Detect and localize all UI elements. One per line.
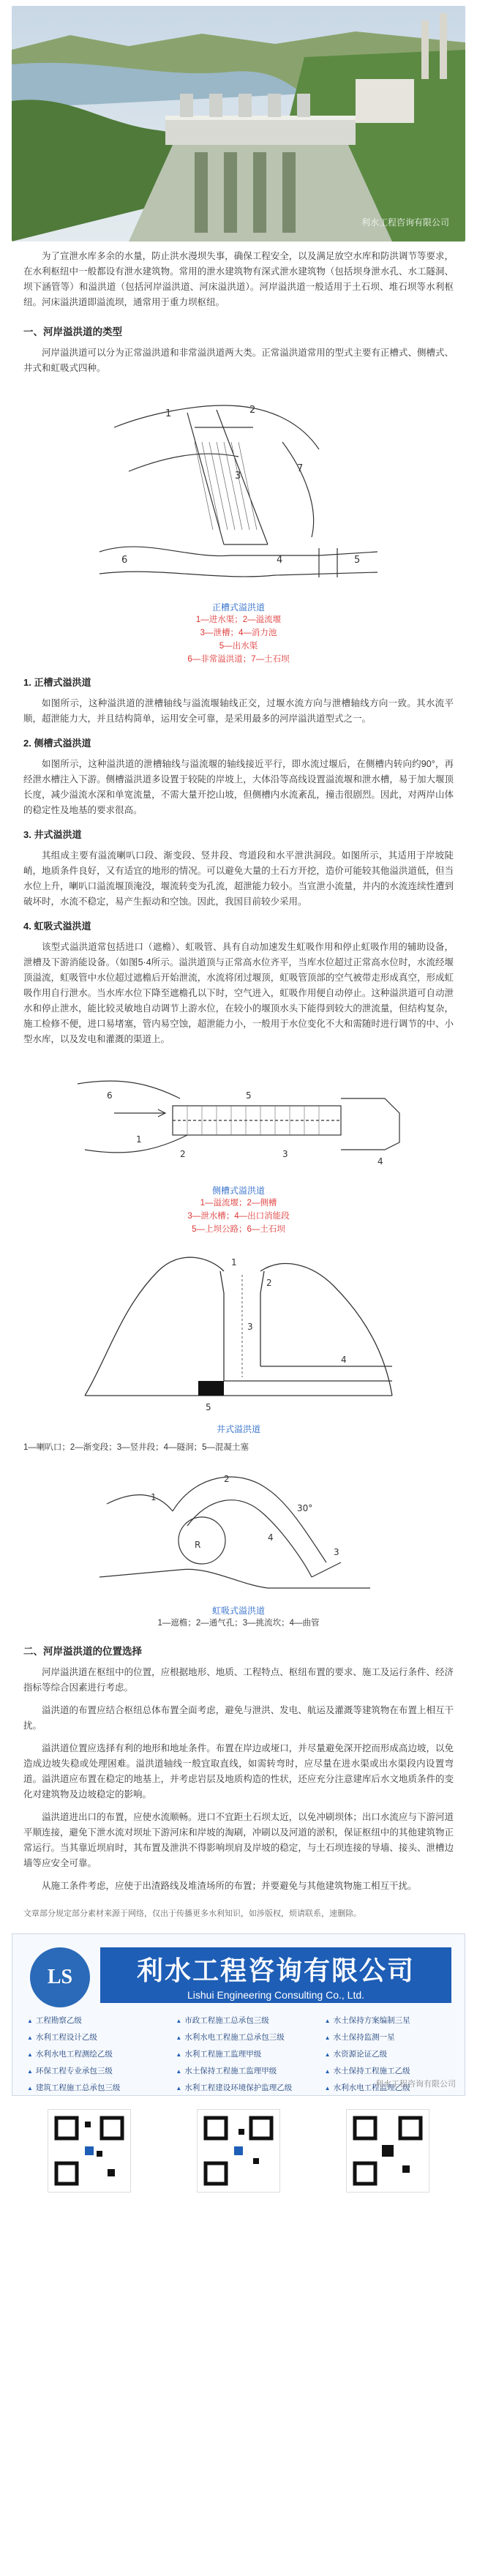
- jingshi-diagram: [78, 1242, 399, 1418]
- zhengcao-diagram: [85, 383, 392, 596]
- cc-label-4: 4: [378, 1156, 383, 1167]
- company-logo: LS: [30, 1947, 90, 2007]
- qualification-item: ▲ 工程勘察乙级: [27, 2015, 168, 2026]
- qr-icon: [202, 2114, 275, 2187]
- qualification-item: ▲ 水土保持工程施工乙级: [325, 2065, 466, 2076]
- type-1-title: 1. 正槽式溢洪道: [23, 677, 91, 688]
- cc-label-3: 3: [282, 1149, 288, 1159]
- type-3-title: 3. 井式溢洪道: [23, 829, 82, 840]
- hx-label-angle: 30°: [297, 1503, 313, 1513]
- figure-zhengcao: [23, 383, 454, 666]
- qualification-item: ▲ 水利工程施工监理甲级: [176, 2048, 317, 2059]
- section-2-paragraph: 溢洪道进出口的布置，应使水流顺畅。进口不宜距土石坝太近，以免冲刷坝体；出口水流应与下游河道平顺连接，避免下泄水流对坝址下游河床和岸坡的淘刷，冲刷以及河道的淤积，保证枢纽中的其他建筑物正常运行。当其靠近坝肩时，其布置及泄洪不得影响坝肩及岸坡的稳定，与土石坝连接的导墙、接头、泄槽边墙等应安全可靠。: [23, 1812, 454, 1868]
- qualification-item: ▲ 水土保持工程施工监理甲级: [176, 2065, 317, 2076]
- company-banner: [12, 1933, 465, 2096]
- section-1-text: 河岸溢洪道可以分为正常溢洪道和非常溢洪道两大类。正常溢洪道常用的型式主要有正槽式、侧槽式、井式和虹吸式四种。: [23, 348, 454, 373]
- type-2-text: 如图所示，这种溢洪道的泄槽轴线与溢流堰的轴线接近平行，即水流过堰后，在侧槽内转向约90°，再经泄水槽注入下游。侧槽溢洪道多设置于较陡的岸坡上，大体沿等高线设置溢流堰和泄水槽，易于加大堰顶长度，减少溢流水深和单宽流量，不需大量开挖山坡，但侧槽内水流紊乱，撞击很剧烈。因此，对两岸山体的稳定性及地基的要求很高。: [23, 759, 454, 815]
- section-2-title: 二、河岸溢洪道的位置选择: [23, 1646, 142, 1657]
- zc-label-7: 7: [297, 463, 304, 474]
- dam-photo: [12, 6, 465, 242]
- cc-label-5: 5: [246, 1090, 252, 1101]
- cc-label-6: 6: [107, 1090, 113, 1101]
- fig2-title: 侧槽式溢洪道: [211, 1186, 265, 1196]
- fig2-caption-line: 5—上坝公路；6—土石坝: [192, 1225, 285, 1234]
- company-name-cn: 利水工程咨询有限公司: [136, 1955, 415, 1985]
- fig1-title: 正槽式溢洪道: [211, 602, 265, 613]
- fig1-caption-line: 6—非常溢洪道；7—土石坝: [187, 655, 290, 664]
- hongxi-diagram: [92, 1460, 385, 1599]
- qualification-item: ▲ 水资源论证乙级: [325, 2048, 466, 2059]
- qualification-item: ▲ 建筑工程施工总承包三级: [27, 2082, 168, 2093]
- figure-jingshi: [23, 1242, 454, 1435]
- fig2-caption-line: 1—溢流堰；2—侧槽: [200, 1199, 277, 1208]
- qr-code-row: [0, 2109, 477, 2193]
- qr-icon: [351, 2114, 424, 2187]
- qualification-item: ▲ 水利工程设计乙级: [27, 2032, 168, 2043]
- fig2-caption-line: 3—泄水槽；4—出口消能段: [187, 1212, 290, 1221]
- hx-label-1: 1: [151, 1492, 157, 1502]
- hx-label-2: 2: [224, 1474, 230, 1484]
- qr-icon: [53, 2114, 126, 2187]
- type-1-text: 如图所示，这种溢洪道的泄槽轴线与溢流堰轴线正交，过堰水流方向与泄槽轴线方向一致。其水流平顺，超泄能力大，并且结构简单，运用安全可靠，是采用最多的河岸溢洪道型式之一。: [23, 698, 454, 724]
- cc-label-1: 1: [136, 1134, 142, 1145]
- qualification-item: ▲ 水土保持监测一星: [325, 2032, 466, 2043]
- zc-label-2: 2: [249, 405, 256, 416]
- qualification-item: ▲ 水利水电工程测绘乙级: [27, 2048, 168, 2059]
- fig1-caption-line: 3—泄槽；4—消力池: [200, 629, 277, 637]
- type-3-text: 其组成主要有溢流喇叭口段、渐变段、竖井段、弯道段和水平泄洪洞段。如图所示，其适用于岸坡陡峭，地质条件良好，又有适宜的地形的情况。可以避免大量的土石方开挖，造价可能较其他溢洪道低，但当水位上升，喇叭口溢流堰顶淹没，堰流转变为孔流，超泄能力较小。当宣泄小流量，井内的水流连续性遭到破坏时，水流不稳定，易产生振动和空蚀。因此，我国目前较少采用。: [23, 850, 454, 907]
- type-4-text: 该型式溢洪道常包括进口（遮檐）、虹吸管、具有自动加速发生虹吸作用和停止虹吸作用的辅助设备，泄槽及下游消能设备。（如图5·4所示。溢洪道顶与正常高水位齐平，当库水位超过正常高水位时，水流经堰顶溢流，虹吸管中水位超过遮檐后开始泄流，水流将闭过堰顶，虹吸管顶部的空气被带走形成真空，形成虹吸作用自行泄水。当水库水位下降至遮檐孔以下时，空气进入，虹吸作用便自动停止。这种溢洪道可自动泄水和停止泄水，能比较灵敏地自动调节上游水位，在较小的堰顶水头下能得到较大的泄流量，但结构复杂，施工检修不便，进口易堵塞，管内易空蚀，超泄能力小，一般用于水位变化不大和需随时进行调节的中、小型水库，以及发电和灌溉的渠道上。: [23, 942, 454, 1044]
- cc-label-2: 2: [180, 1149, 186, 1159]
- qualification-item: ▲ 水利水电工程监理乙级: [325, 2082, 466, 2093]
- qr-code-douyin[interactable]: [346, 2109, 429, 2193]
- js-label-4: 4: [341, 1355, 347, 1365]
- zc-label-4: 4: [277, 555, 283, 566]
- qualification-item: ▲ 环保工程专业承包三级: [27, 2065, 168, 2076]
- hx-label-r: R: [195, 1540, 201, 1550]
- section-2-paragraph: 河岸溢洪道在枢纽中的位置，应根据地形、地质、工程特点、枢纽布置的要求、施工及运行条件、经济指标等综合因素进行考虑。: [23, 1667, 454, 1693]
- cecao-diagram: [63, 1055, 414, 1179]
- qualification-item: ▲ 水土保持方案编制三星: [325, 2015, 466, 2026]
- fig3-title: 井式溢洪道: [216, 1424, 260, 1434]
- fig1-caption-line: 5—出水渠: [219, 642, 258, 651]
- figure-cecao: [23, 1055, 454, 1236]
- intro-paragraph: 为了宣泄水库多余的水量，防止洪水漫坝失事，确保工程安全，以及满足放空水库和防洪调节等要求，在水利枢纽中一般都设有泄水建筑物。常用的泄水建筑物有深式泄水建筑物（包括坝身泄水孔、水工隧洞、坝下涵管等）和溢洪道（包括河岸溢洪道、河床溢洪道）。河岸溢洪道一般适用于土石坝、堆石坝等水利枢纽。河床溢洪道即溢流坝，通常用于重力坝枢纽。: [23, 251, 454, 307]
- hx-label-4: 4: [268, 1532, 274, 1543]
- js-label-5: 5: [206, 1402, 211, 1412]
- qualification-item: ▲ 市政工程施工总承包三级: [176, 2015, 317, 2026]
- js-label-1: 1: [231, 1257, 237, 1268]
- fig3-caption: 1—喇叭口；2—渐变段；3—竖井段；4—隧洞；5—混凝土塞: [23, 1443, 249, 1452]
- fig4-title: 虹吸式溢洪道: [211, 1606, 265, 1616]
- js-label-3: 3: [247, 1322, 253, 1332]
- hero-photo: [12, 6, 465, 242]
- type-4-title: 4. 虹吸式溢洪道: [23, 921, 91, 932]
- zc-label-6: 6: [121, 555, 128, 566]
- company-name-box: [100, 1947, 451, 2003]
- qr-code-website[interactable]: [197, 2109, 280, 2193]
- qr-code-wechat[interactable]: [48, 2109, 131, 2193]
- section-2-paragraph: 溢洪道的布置应结合枢纽总体布置全面考虑，避免与泄洪、发电、航运及灌溉等建筑物在布置上相互干扰。: [23, 1705, 454, 1731]
- fig4-caption: 1—遮檐；2—通气孔；3—挑流坎；4—曲管: [157, 1619, 320, 1628]
- figure-hongxi: [23, 1460, 454, 1630]
- wechat-watermark: 利水工程咨询有限公司: [375, 2080, 456, 2089]
- section-1-title: 一、河岸溢洪道的类型: [23, 326, 122, 337]
- zc-label-1: 1: [165, 408, 172, 419]
- hero-watermark: 利水工程咨询有限公司: [361, 217, 449, 228]
- qualification-item: ▲ 水利水电工程施工总承包三级: [176, 2032, 317, 2043]
- fig1-caption-line: 1—进水渠；2—溢流堰: [195, 615, 282, 624]
- zc-label-5: 5: [354, 555, 361, 566]
- qualification-item: ▲ 水利工程建设环境保护监理乙级: [176, 2082, 317, 2093]
- copyright-note: 文章部分规定部分素材来源于网络，仅出于传播更多水利知识，如涉版权，烦请联系，速删除。: [23, 1909, 361, 1918]
- type-2-title: 2. 侧槽式溢洪道: [23, 738, 91, 749]
- company-name-en: Lishui Engineering Consulting Co., Ltd.: [187, 1989, 365, 2001]
- concrete-plug: [198, 1381, 224, 1396]
- js-label-2: 2: [266, 1278, 272, 1288]
- section-2-paragraph: 溢洪道位置应选择有利的地形和地址条件。布置在岸边或垭口，并尽量避免深开挖而形成高边坡，以免造成边坡失稳或处理困难。溢洪道轴线一般宜取直线，如需转弯时，应尽量在进水渠或出水渠段内设置弯道。溢洪道应布置在稳定的地基上，并考虑岩层及地质构造的性状，还应充分注意建库后水文地质条件的变化对建筑物及边坡稳定的影响。: [23, 1743, 454, 1800]
- zc-label-3: 3: [235, 471, 241, 482]
- section-2-paragraph: 从施工条件考虑，应使于出渣路线及堆渣场所的布置；并要避免与其他建筑物施工相互干扰。: [42, 1881, 417, 1891]
- hx-label-3: 3: [334, 1547, 339, 1557]
